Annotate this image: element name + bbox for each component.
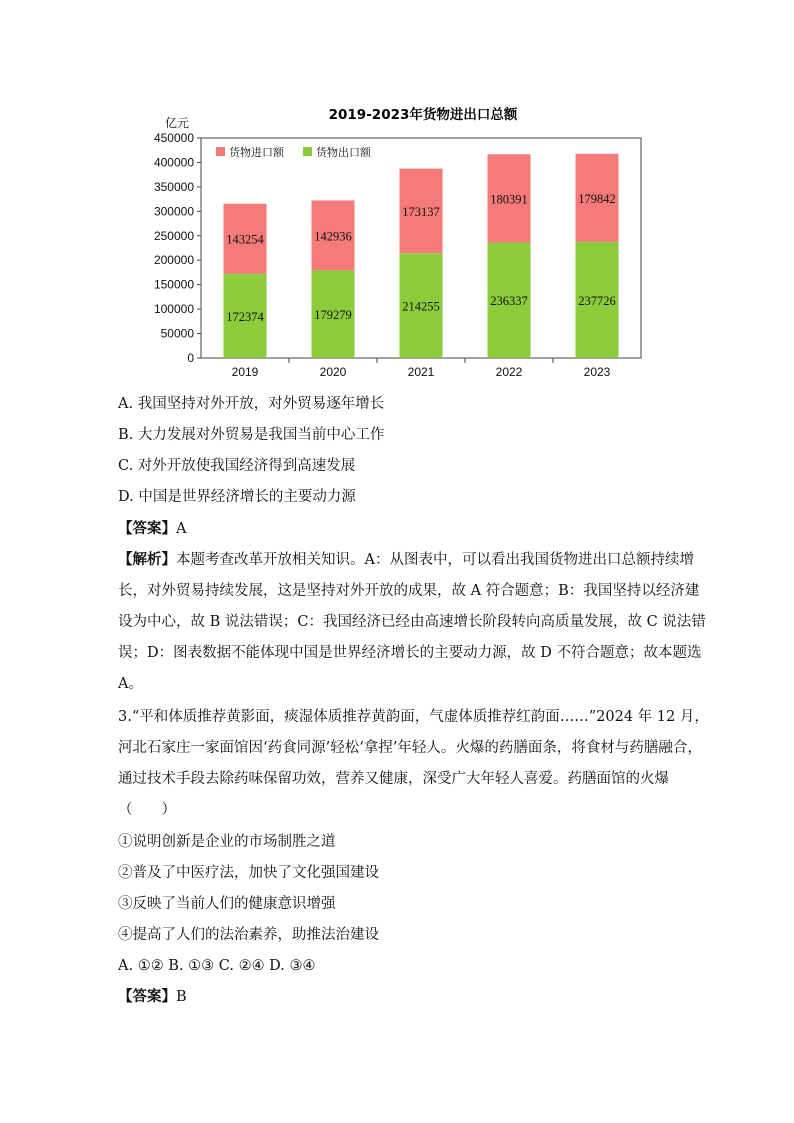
data-label: 172374: [226, 309, 264, 324]
choices: A. ①② B. ①③ C. ②④ D. ③④: [118, 958, 316, 974]
answer-1: 【答案】A: [118, 520, 187, 537]
y-tick-label: 350000: [153, 179, 194, 194]
x-tick-label: 2021: [407, 365, 435, 379]
data-label: 179279: [314, 308, 352, 323]
option-c: C. 对外开放使我国经济得到高速发展: [118, 458, 356, 474]
analysis-line: 【解析】本题考查改革开放相关知识。A：从图表中，可以看出我国货物进出口总额持续增: [118, 551, 694, 568]
y-tick-label: 250000: [153, 228, 194, 243]
analysis-line: 设为中心，故 B 说法错误；C：我国经济已经由高速增长阶段转向高质量发展，故 C 说法错: [118, 614, 706, 630]
data-label: 214255: [402, 299, 440, 314]
y-tick-label: 200000: [153, 253, 194, 268]
statement-2: ②普及了中医疗法，加快了文化强国建设: [118, 865, 379, 881]
analysis-line: 长，对外贸易持续发展，这是坚持对外开放的成果，故 A 符合题意；B：我国坚持以经济建: [118, 583, 700, 599]
data-label: 173137: [402, 204, 440, 219]
y-tick-label: 400000: [153, 155, 194, 170]
question-3-line: 3.“平和体质推荐黄影面，痰湿体质推荐黄韵面，气虚体质推荐红韵面……”2024 年 12 月，: [118, 709, 709, 725]
section-tag: 【答案】: [118, 520, 176, 537]
legend-label: 货物出口额: [316, 146, 371, 159]
legend-label: 货物进口额: [229, 146, 284, 159]
y-tick-label: 50000: [160, 326, 194, 341]
option-a: A. 我国坚持对外开放，对外贸易逐年增长: [118, 396, 385, 412]
y-axis-unit: 亿元: [165, 116, 190, 130]
analysis-line: 误；D：图表数据不能体现中国是世界经济增长的主要动力源，故 D 不符合题意；故本题选: [118, 645, 702, 661]
x-tick-label: 2022: [495, 365, 523, 379]
statement-3: ③反映了当前人们的健康意识增强: [118, 896, 336, 912]
statement-1: ①说明创新是企业的市场制胜之道: [118, 834, 336, 850]
y-tick-label: 150000: [153, 277, 194, 292]
chart-title: 2019-2023年货物进出口总额: [328, 107, 518, 123]
data-label: 179842: [578, 191, 616, 206]
bar-chart: [150, 100, 650, 385]
option-d: D. 中国是世界经济增长的主要动力源: [118, 489, 356, 505]
x-tick-label: 2023: [583, 365, 611, 379]
data-label: 143254: [226, 232, 264, 247]
answer-2: 【答案】B: [118, 988, 187, 1005]
y-tick-label: 450000: [153, 131, 194, 145]
y-tick-label: 0: [187, 351, 194, 365]
data-label: 236337: [490, 294, 528, 309]
y-tick-label: 300000: [153, 204, 194, 219]
y-tick-label: 100000: [153, 302, 194, 317]
question-3-line: （ ）: [118, 802, 176, 818]
chart-svg: [150, 100, 650, 385]
question-3-line: 河北石家庄一家面馆因‘药食同源’轻松‘拿捏’年轻人。火爆的药膳面条，将食材与药膳融合，: [118, 740, 702, 756]
legend-swatch: [216, 147, 225, 156]
data-label: 180391: [490, 192, 528, 207]
analysis-line: A。: [118, 676, 143, 692]
legend-swatch: [303, 147, 312, 156]
data-label: 142936: [314, 229, 352, 244]
option-b: B. 大力发展对外贸易是我国当前中心工作: [118, 427, 385, 443]
data-label: 237726: [578, 293, 616, 308]
statement-4: ④提高了人们的法治素养，助推法治建设: [118, 927, 379, 943]
x-tick-label: 2020: [319, 365, 347, 379]
section-tag: 【答案】: [118, 988, 176, 1005]
question-3-line: 通过技术手段去除药味保留功效，营养又健康，深受广大年轻人喜爱。药膳面馆的火爆: [118, 771, 669, 787]
section-tag: 【解析】: [118, 551, 176, 568]
x-tick-label: 2019: [231, 365, 259, 379]
